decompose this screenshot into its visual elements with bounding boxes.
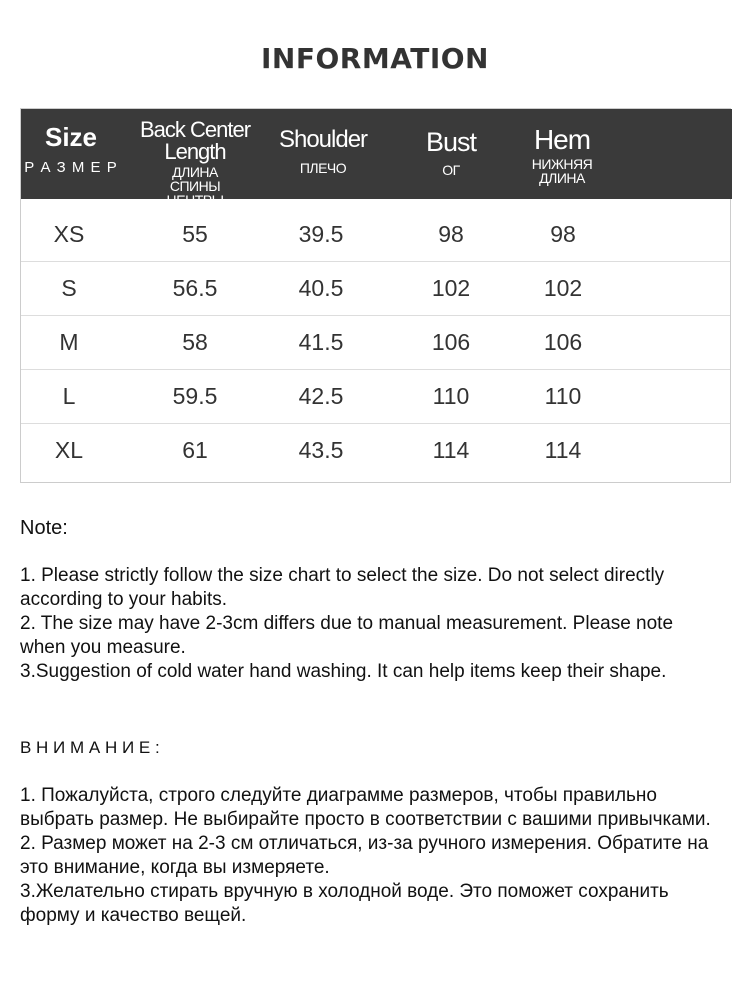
- header-hem: [527, 124, 597, 186]
- header-size: [24, 122, 118, 176]
- table-cell: XS: [53, 221, 85, 247]
- header-main: Hem: [533, 124, 591, 155]
- table-cell: 41.5: [298, 329, 344, 355]
- header-back-length: [135, 119, 255, 207]
- table-cell: 114: [432, 437, 470, 463]
- note-ru-heading: В Н И М А Н И Е :: [20, 738, 160, 757]
- table-cell: XL: [54, 437, 84, 463]
- table-cell: M: [59, 329, 79, 355]
- header-sub: ОГ: [442, 162, 460, 178]
- table-cell: 102: [431, 275, 471, 301]
- table-cell: 98: [550, 221, 576, 247]
- table-cell: 110: [432, 383, 470, 409]
- note-item: 3.Suggestion of cold water hand washing. It can help items keep their shape.: [20, 661, 667, 682]
- header-sub: НИЖНЯЯ ДЛИНА: [531, 156, 593, 186]
- table-cell: 58: [182, 329, 208, 355]
- table-cell: 61: [182, 437, 208, 463]
- header-main: Bust: [425, 127, 477, 157]
- table-cell: 42.5: [298, 383, 344, 409]
- table-cell: 56.5: [172, 275, 218, 301]
- note-item: 1. Please strictly follow the size chart to select the size. Do not select directly according to your habits.: [20, 565, 665, 610]
- header-sub: ПЛЕЧО: [299, 160, 347, 176]
- header-main: Size: [44, 122, 98, 152]
- size-table: [20, 108, 731, 483]
- header-main: Back Center Length: [139, 117, 251, 164]
- header-sub: ДЛИНА СПИНЫ ЦЕНТРЫ: [166, 164, 224, 208]
- note-ru-item: 3.Желательно стирать вручную в холодной воде. Это поможет сохранить форму и качество вещей.: [20, 881, 669, 926]
- note-section: [20, 516, 720, 684]
- note-ru-item: 2. Размер может на 2-3 см отличаться, из-за ручного измерения. Обратите на это внимание, когда вы измеряете.: [20, 833, 709, 878]
- table-cell: 98: [438, 221, 464, 247]
- table-cell: 55: [182, 221, 208, 247]
- table-cell: L: [62, 383, 76, 409]
- page-title: INFORMATION: [261, 42, 489, 75]
- table-cell: 114: [544, 437, 582, 463]
- table-row: [21, 423, 730, 477]
- table-cell: S: [61, 275, 77, 301]
- note-item: 2. The size may have 2-3cm differs due to manual measurement. Please note when you measure.: [20, 613, 674, 658]
- note-ru-item: 1. Пожалуйста, строго следуйте диаграмме размеров, чтобы правильно выбрать размер. Не выбирайте просто в соответствии с вашими привычками.: [20, 785, 711, 830]
- header-shoulder: [278, 126, 368, 176]
- table-cell: 59.5: [172, 383, 218, 409]
- table-cell: 106: [431, 329, 471, 355]
- table-cell: 40.5: [298, 275, 344, 301]
- table-row: [21, 369, 730, 424]
- note-ru-section: [20, 736, 720, 928]
- table-row: [21, 261, 730, 316]
- table-cell: 110: [544, 383, 582, 409]
- table-row: [21, 315, 730, 370]
- note-heading: Note:: [20, 517, 68, 539]
- header-sub: Р А З М Е Р: [24, 159, 118, 176]
- table-cell: 39.5: [298, 221, 344, 247]
- table-cell: 43.5: [298, 437, 344, 463]
- header-main: Shoulder: [278, 126, 368, 153]
- table-cell: 102: [543, 275, 583, 301]
- table-cell: 106: [543, 329, 583, 355]
- header-bust: [425, 127, 477, 178]
- table-row: [21, 207, 730, 262]
- table-header: [21, 109, 732, 208]
